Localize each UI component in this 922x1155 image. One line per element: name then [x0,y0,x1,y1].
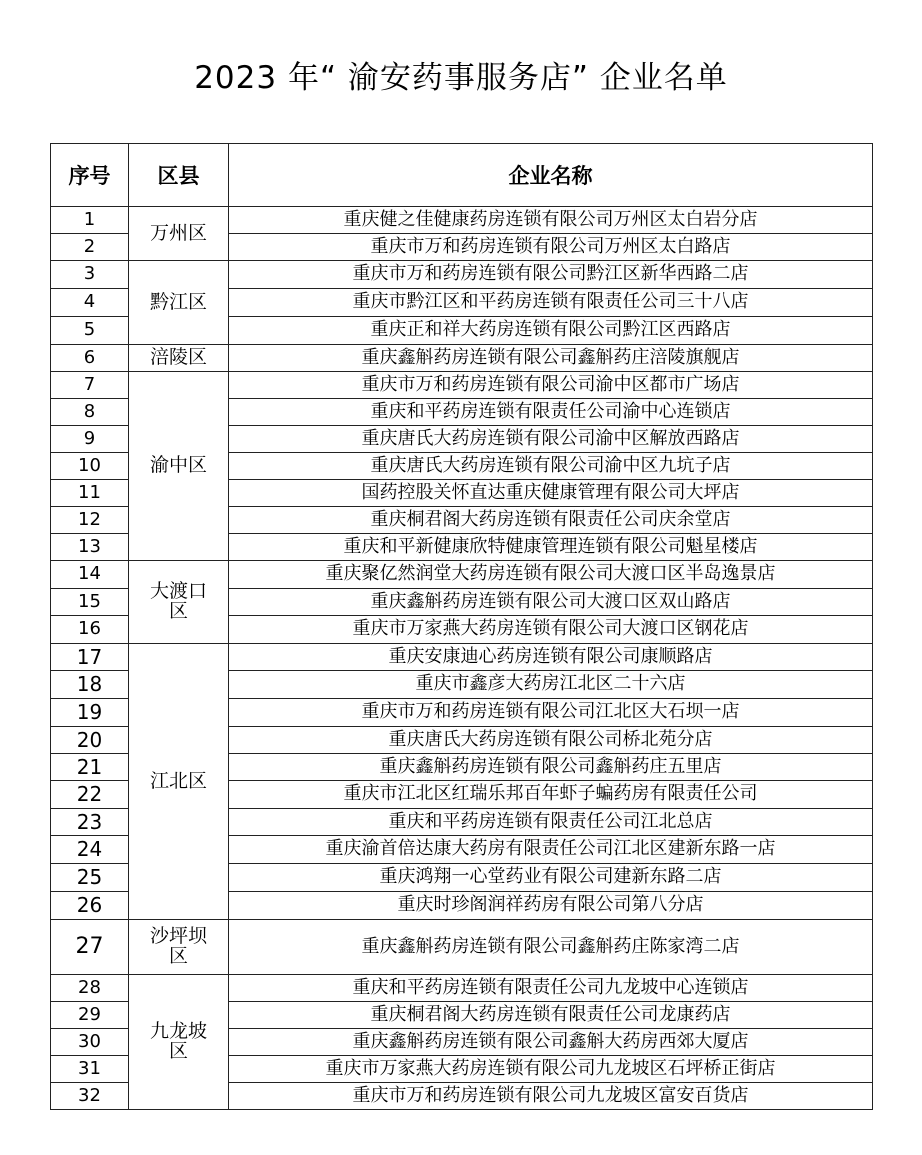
table-body [51,207,873,1110]
row-serial-number: 3 [51,261,129,289]
enterprise-list-table [50,143,873,1110]
row-enterprise-name: 重庆时珍阁润祥药房有限公司第八分店 [229,892,873,920]
header-serial-number: 序号 [51,144,129,207]
row-enterprise-name: 重庆和平药房连锁有限责任公司渝中心连锁店 [229,399,873,426]
district-cell: 渝中区 [129,372,229,561]
row-serial-number: 10 [51,453,129,480]
table-row [51,975,873,1002]
row-enterprise-name: 重庆市万和药房连锁有限公司江北区大石坝一店 [229,699,873,727]
row-enterprise-name: 重庆聚亿然润堂大药房连锁有限公司大渡口区半岛逸景店 [229,561,873,589]
row-serial-number: 24 [51,836,129,864]
district-cell: 九龙坡区 [129,975,229,1110]
row-serial-number: 25 [51,864,129,892]
row-serial-number: 30 [51,1029,129,1056]
row-enterprise-name: 重庆和平药房连锁有限责任公司江北总店 [229,809,873,836]
row-serial-number: 13 [51,534,129,561]
table-row [51,261,873,289]
row-enterprise-name: 重庆和平新健康欣特健康管理连锁有限公司魁星楼店 [229,534,873,561]
row-enterprise-name: 重庆市万和药房连锁有限公司黔江区新华西路二店 [229,261,873,289]
row-enterprise-name: 重庆鑫斛药房连锁有限公司大渡口区双山路店 [229,589,873,616]
row-enterprise-name: 重庆市万和药房连锁有限公司渝中区都市广场店 [229,372,873,399]
table-row [51,561,873,589]
header-district: 区县 [129,144,229,207]
row-serial-number: 19 [51,699,129,727]
row-serial-number: 5 [51,317,129,345]
district-cell: 沙坪坝区 [129,920,229,975]
table-header-row [51,144,873,207]
row-enterprise-name: 重庆鑫斛药房连锁有限公司鑫斛药庄五里店 [229,754,873,781]
row-enterprise-name: 国药控股关怀直达重庆健康管理有限公司大坪店 [229,480,873,507]
district-cell: 涪陵区 [129,345,229,372]
table-row [51,372,873,399]
row-enterprise-name: 重庆健之佳健康药房连锁有限公司万州区太白岩分店 [229,207,873,234]
row-serial-number: 1 [51,207,129,234]
row-enterprise-name: 重庆桐君阁大药房连锁有限责任公司龙康药店 [229,1002,873,1029]
row-serial-number: 17 [51,644,129,671]
row-serial-number: 26 [51,892,129,920]
page-title: 2023 年“ 渝安药事服务店” 企业名单 [194,60,728,96]
row-serial-number: 16 [51,616,129,644]
row-serial-number: 23 [51,809,129,836]
row-serial-number: 7 [51,372,129,399]
row-enterprise-name: 重庆市黔江区和平药房连锁有限责任公司三十八店 [229,289,873,317]
row-serial-number: 18 [51,671,129,699]
table-row [51,920,873,975]
row-enterprise-name: 重庆市江北区红瑞乐邦百年虾子蝙药房有限责任公司 [229,781,873,809]
row-enterprise-name: 重庆市万和药房连锁有限公司九龙坡区富安百货店 [229,1083,873,1110]
row-enterprise-name: 重庆市万家燕大药房连锁有限公司大渡口区钢花店 [229,616,873,644]
row-serial-number: 2 [51,234,129,261]
row-serial-number: 27 [51,920,129,975]
row-enterprise-name: 重庆鸿翔一心堂药业有限公司建新东路二店 [229,864,873,892]
row-serial-number: 11 [51,480,129,507]
row-enterprise-name: 重庆唐氏大药房连锁有限公司渝中区九坑子店 [229,453,873,480]
row-enterprise-name: 重庆和平药房连锁有限责任公司九龙坡中心连锁店 [229,975,873,1002]
row-serial-number: 22 [51,781,129,809]
row-serial-number: 28 [51,975,129,1002]
header-enterprise-name: 企业名称 [229,144,873,207]
row-enterprise-name: 重庆桐君阁大药房连锁有限责任公司庆余堂店 [229,507,873,534]
row-enterprise-name: 重庆唐氏大药房连锁有限公司桥北苑分店 [229,727,873,754]
row-serial-number: 15 [51,589,129,616]
row-enterprise-name: 重庆唐氏大药房连锁有限公司渝中区解放西路店 [229,426,873,453]
row-enterprise-name: 重庆鑫斛药房连锁有限公司鑫斛药庄陈家湾二店 [229,920,873,975]
row-serial-number: 31 [51,1056,129,1083]
row-serial-number: 29 [51,1002,129,1029]
table-row [51,644,873,671]
table-row [51,345,873,372]
row-enterprise-name: 重庆正和祥大药房连锁有限公司黔江区西路店 [229,317,873,345]
district-cell: 大渡口区 [129,561,229,644]
row-serial-number: 20 [51,727,129,754]
district-cell: 黔江区 [129,261,229,345]
row-serial-number: 12 [51,507,129,534]
table-row [51,207,873,234]
row-serial-number: 9 [51,426,129,453]
row-enterprise-name: 重庆渝首倍达康大药房有限责任公司江北区建新东路一店 [229,836,873,864]
row-serial-number: 4 [51,289,129,317]
row-enterprise-name: 重庆市万家燕大药房连锁有限公司九龙坡区石坪桥正街店 [229,1056,873,1083]
row-enterprise-name: 重庆安康迪心药房连锁有限公司康顺路店 [229,644,873,671]
row-enterprise-name: 重庆鑫斛药房连锁有限公司鑫斛大药房西郊大厦店 [229,1029,873,1056]
row-serial-number: 32 [51,1083,129,1110]
district-cell: 万州区 [129,207,229,261]
row-enterprise-name: 重庆鑫斛药房连锁有限公司鑫斛药庄涪陵旗舰店 [229,345,873,372]
row-serial-number: 21 [51,754,129,781]
row-serial-number: 6 [51,345,129,372]
row-enterprise-name: 重庆市万和药房连锁有限公司万州区太白路店 [229,234,873,261]
district-cell: 江北区 [129,644,229,920]
row-enterprise-name: 重庆市鑫彦大药房江北区二十六店 [229,671,873,699]
row-serial-number: 8 [51,399,129,426]
row-serial-number: 14 [51,561,129,589]
